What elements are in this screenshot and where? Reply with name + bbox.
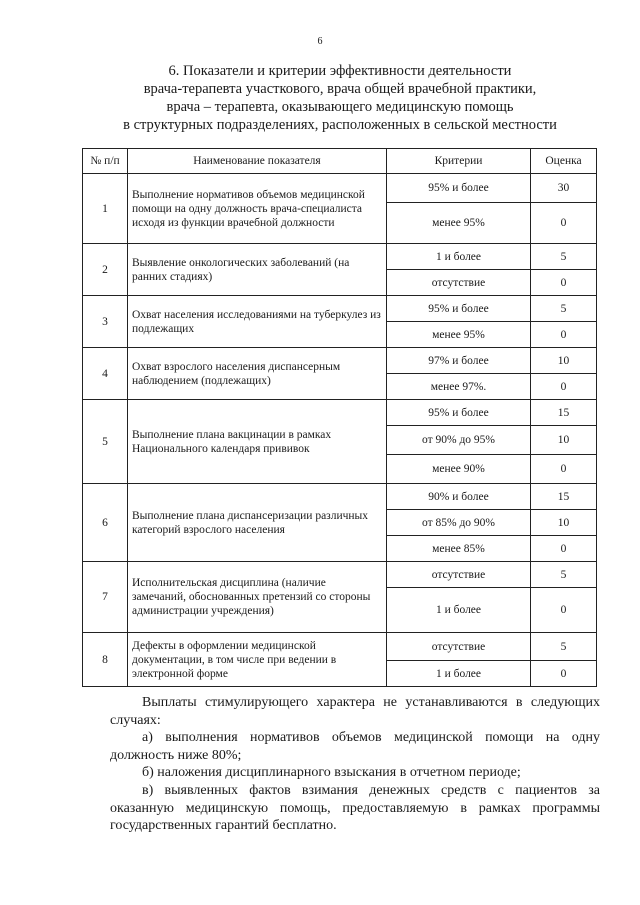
heading-line: 6. Показатели и критерии эффективности деятельности	[168, 63, 512, 79]
indicator-name: Дефекты в оформлении медицинской документации, в том числе при ведении в электронной форме	[128, 633, 387, 687]
indicator-name: Исполнительская дисциплина (наличие замечаний, обоснованных претензий со стороны администрации учреждения)	[128, 562, 387, 633]
criterion: менее 95%	[387, 322, 531, 348]
footer-item: а) выполнения нормативов объемов медицинской помощи на одну должность ниже 80%;	[110, 730, 600, 763]
score: 15	[531, 484, 597, 510]
score: 10	[531, 426, 597, 455]
criterion: менее 85%	[387, 536, 531, 562]
table-row	[83, 348, 597, 374]
column-header-name: Наименование показателя	[128, 149, 387, 174]
table-row	[83, 562, 597, 588]
criterion: от 90% до 95%	[387, 426, 531, 455]
indicator-name: Охват взрослого населения диспансерным наблюдением (подлежащих)	[128, 348, 387, 400]
score: 5	[531, 244, 597, 270]
criterion: 95% и более	[387, 400, 531, 426]
row-number: 1	[83, 174, 128, 244]
criterion: от 85% до 90%	[387, 510, 531, 536]
criterion: 95% и более	[387, 174, 531, 203]
criterion: 1 и более	[387, 244, 531, 270]
footer-intro: Выплаты стимулирующего характера не устанавливаются в следующих случаях:	[110, 695, 600, 728]
footer-item: б) наложения дисциплинарного взыскания в отчетном периоде;	[142, 765, 521, 781]
row-number: 4	[83, 348, 128, 400]
column-header-criteria: Критерии	[387, 149, 531, 174]
table-row	[83, 633, 597, 661]
heading-line: врача – терапевта, оказывающего медицинскую помощь	[166, 99, 514, 115]
indicator-name: Охват населения исследованиями на туберкулез из подлежащих	[128, 296, 387, 348]
score: 0	[531, 203, 597, 244]
criterion: 97% и более	[387, 348, 531, 374]
row-number: 7	[83, 562, 128, 633]
indicator-name: Выполнение плана диспансеризации различных категорий взрослого населения	[128, 484, 387, 562]
score: 30	[531, 174, 597, 203]
table-row	[83, 400, 597, 426]
indicator-name: Выполнение плана вакцинации в рамках Национального календаря прививок	[128, 400, 387, 484]
score: 0	[531, 322, 597, 348]
criterion: 95% и более	[387, 296, 531, 322]
page-number: 6	[317, 36, 323, 47]
table-row	[83, 244, 597, 270]
footer-text	[110, 694, 600, 835]
score: 0	[531, 661, 597, 687]
criterion: 1 и более	[387, 661, 531, 687]
score: 0	[531, 455, 597, 484]
footer-item: в) выявленных фактов взимания денежных средств с пациентов за оказанную медицинскую помощь, предоставляемую в рамках программы государственных гарантий бесплатно.	[110, 782, 600, 834]
row-number: 5	[83, 400, 128, 484]
criteria-table	[82, 148, 597, 687]
table-header-row	[83, 149, 597, 174]
table-row	[83, 484, 597, 510]
criterion: менее 97%.	[387, 374, 531, 400]
indicator-name: Выполнение нормативов объемов медицинской помощи на одну должность врача-специалиста исходя из функции врачебной должности	[128, 174, 387, 244]
criterion: отсутствие	[387, 270, 531, 296]
criterion: 90% и более	[387, 484, 531, 510]
score: 0	[531, 536, 597, 562]
row-number: 8	[83, 633, 128, 687]
score: 10	[531, 510, 597, 536]
table-row	[83, 174, 597, 203]
criterion: отсутствие	[387, 562, 531, 588]
row-number: 6	[83, 484, 128, 562]
score: 0	[531, 374, 597, 400]
column-header-score: Оценка	[531, 149, 597, 174]
criterion: отсутствие	[387, 633, 531, 661]
criterion: 1 и более	[387, 588, 531, 633]
row-number: 3	[83, 296, 128, 348]
score: 0	[531, 270, 597, 296]
score: 5	[531, 562, 597, 588]
score: 10	[531, 348, 597, 374]
section-heading	[80, 62, 600, 134]
heading-line: в структурных подразделениях, расположенных в сельской местности	[123, 117, 557, 133]
heading-line: врача-терапевта участкового, врача общей врачебной практики,	[143, 81, 537, 97]
column-header-number: № п/п	[83, 149, 128, 174]
criterion: менее 95%	[387, 203, 531, 244]
row-number: 2	[83, 244, 128, 296]
table-row	[83, 296, 597, 322]
criterion: менее 90%	[387, 455, 531, 484]
score: 0	[531, 588, 597, 633]
score: 15	[531, 400, 597, 426]
score: 5	[531, 296, 597, 322]
score: 5	[531, 633, 597, 661]
indicator-name: Выявление онкологических заболеваний (на ранних стадиях)	[128, 244, 387, 296]
